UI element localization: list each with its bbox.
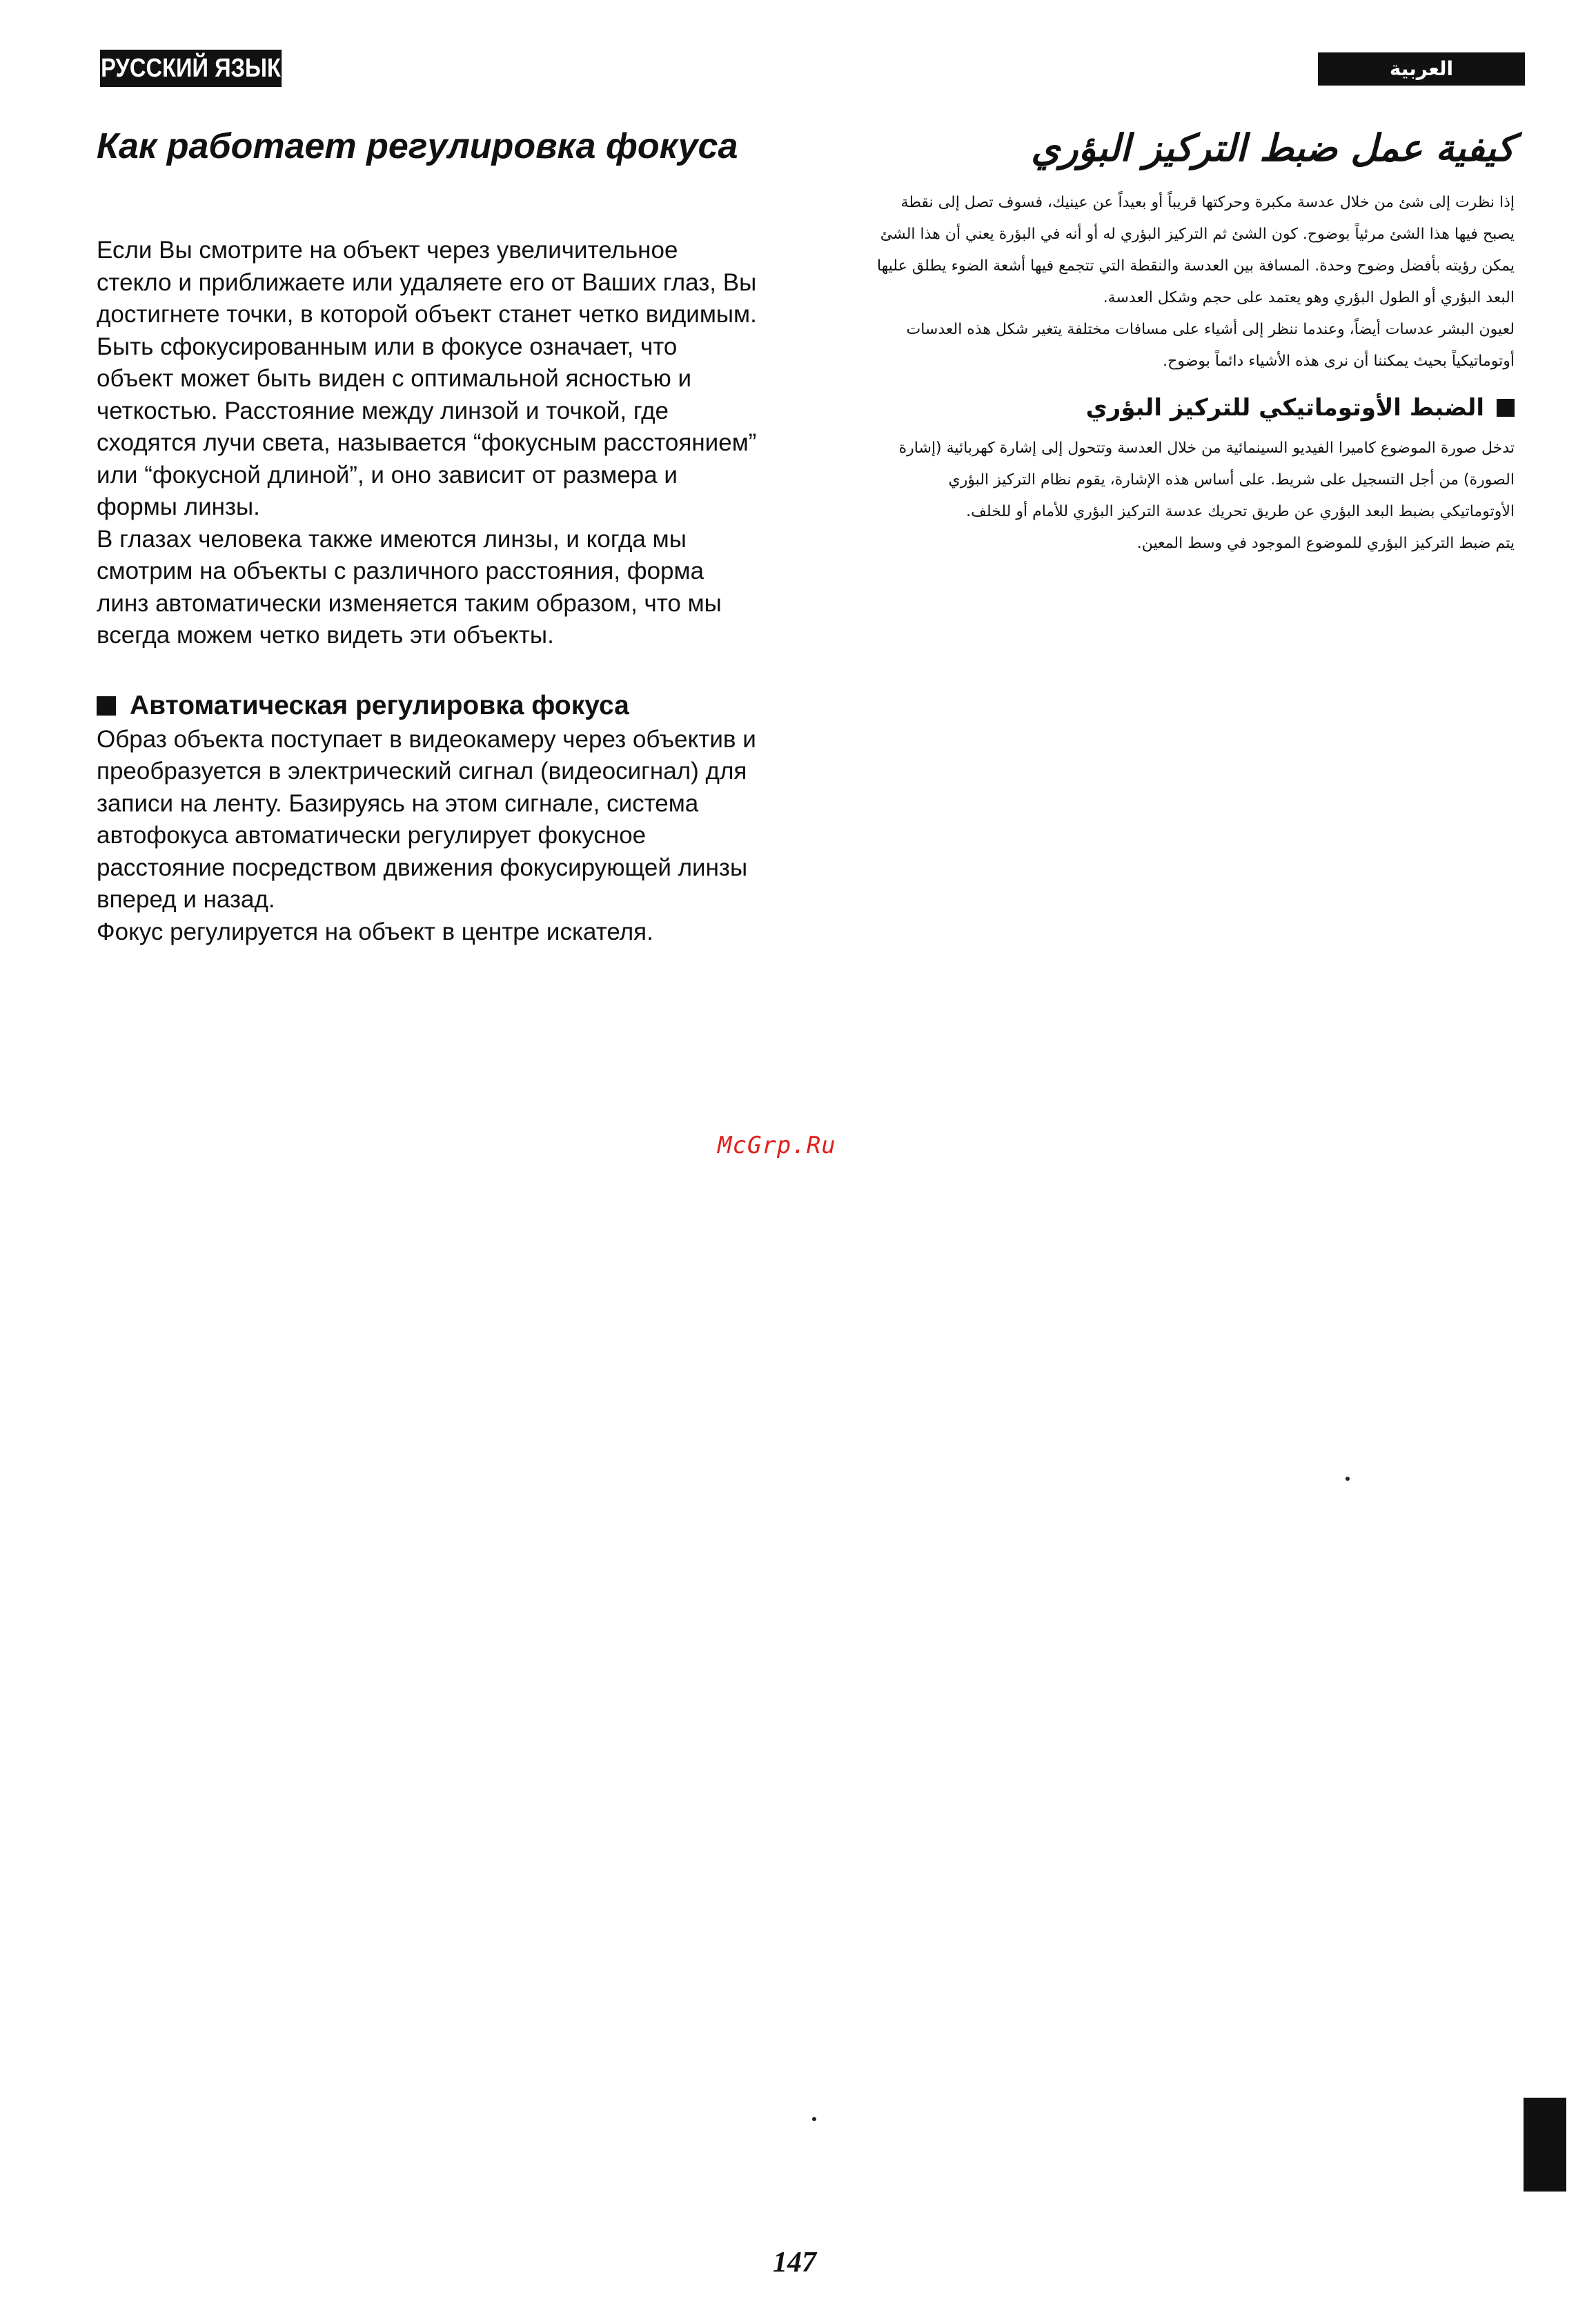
square-bullet-icon [97, 696, 116, 716]
paragraph: Быть сфокусированным или в фокусе означает, что объект может быть виден с оптимальной ясностью и четкостью. Расстояние между линзой и точкой, где сходятся лучи света, называется “фокусным расстоянием” или “фокусной длиной”, и оно зависит от размера и формы линзы. [97, 333, 757, 520]
watermark-link[interactable]: McGrp.Ru [718, 1132, 836, 1159]
arabic-column [876, 121, 1515, 560]
square-bullet-icon [1497, 399, 1515, 417]
section-heading-arabic [876, 388, 1515, 427]
page-number: 147 [773, 2247, 816, 2278]
paragraph: Образ объекта поступает в видеокамеру через объектив и преобразуется в электрический сигнал (видеосигнал) для записи на ленту. Базируясь на этом сигнале, система автофокуса автоматически регулирует фокусное расстояние посредством движения фокусирующей линзы вперед и назад. [97, 725, 756, 913]
paragraph: تدخل صورة الموضوع كاميرا الفيديو السينمائية من خلال العدسة وتتحول إلى إشارة كهربائية (إشارة الصورة) من أجل التسجيل على شريط. على أساس هذه الإشارة، يقوم نظام التركيز البؤري الأوتوماتيكي بضبط البعد البؤري عن طريق تحريك عدسة التركيز البؤري للأمام أو للخلف. [898, 440, 1515, 520]
paragraph: Если Вы смотрите на объект через увеличительное стекло и приближаете или удаляете его от Ваших глаз, Вы достигнете точки, в которой объект станет четко видимым. [97, 237, 757, 328]
page-title-arabic: كيفية عمل ضبط التركيز البؤري [1031, 126, 1515, 170]
language-label-arabic: العربية [1318, 52, 1525, 86]
print-dot [812, 2117, 816, 2121]
russian-body [97, 235, 759, 652]
language-label-russian: РУССКИЙ ЯЗЫК [100, 50, 282, 87]
arabic-section-body [876, 433, 1515, 560]
arabic-body [876, 187, 1515, 377]
paragraph: إذا نظرت إلى شئ من خلال عدسة مكبرة وحركتها قريباً أو بعيداً عن عينيك، فسوف تصل إلى نقطة يصبح فيها هذا الشئ مرئياً بوضوح. كون الشئ ثم التركيز البؤري له أو أنه في البؤرة يعني أن هذا الشئ يمكن رؤيته بأفضل وضوح وحدة. المسافة بين العدسة والنقطة التي تتجمع فيها أشعة الضوء يطلق عليها البعد البؤري أو الطول البؤري وهو يعتمد على حجم وشكل العدسة. [876, 194, 1515, 306]
section-heading-text: الضبط الأوتوماتيكي للتركيز البؤري [1085, 394, 1484, 422]
page-edge-tab [1524, 2098, 1566, 2192]
paragraph: يتم ضبط التركيز البؤري للموضوع الموجود في وسط المعين. [1136, 535, 1515, 552]
paragraph: لعيون البشر عدسات أيضاً، وعندما ننظر إلى أشياء على مسافات مختلفة يتغير شكل هذه العدسات أوتوماتيكياً بحيث يمكننا أن نرى هذه الأشياء دائماً بوضوح. [906, 321, 1515, 370]
paragraph: Фокус регулируется на объект в центре искателя. [97, 918, 653, 945]
page-title-russian: Как работает регулировка фокуса [97, 126, 738, 166]
section-heading-russian [97, 688, 759, 724]
section-heading-text: Автоматическая регулировка фокуса [130, 690, 629, 720]
paragraph: В глазах человека также имеются линзы, и когда мы смотрим на объекты с различного расстояния, форма линз автоматически изменяется таким образом, что мы всегда можем четко видеть эти объекты. [97, 525, 722, 649]
print-dot [1346, 1477, 1350, 1481]
russian-column [97, 124, 759, 948]
